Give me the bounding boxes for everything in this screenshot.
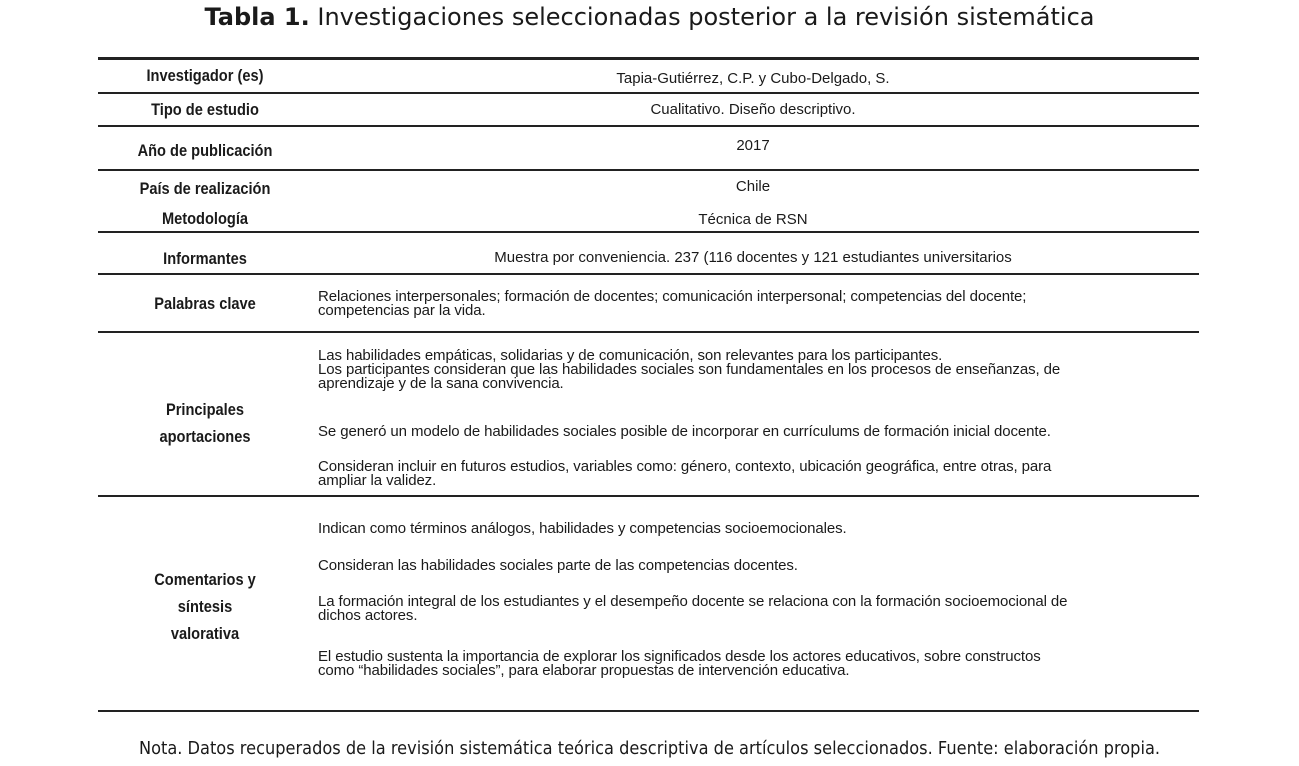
text-line: Consideran las habilidades sociales parte de las competencias docentes. <box>318 557 798 574</box>
label-informantes: Informantes <box>163 249 247 268</box>
table-note: Nota. Datos recuperados de la revisión sistemática teórica descriptiva de artículos seleccionados. Fuente: elaboración propia. <box>138 738 1161 759</box>
text-line: aprendizaje y de la sana convivencia. <box>318 375 564 392</box>
text-line: Los participantes consideran que las habilidades sociales son fundamentales en los procesos de enseñanzas, de <box>318 361 1061 378</box>
row-divider <box>98 92 1199 94</box>
row-divider <box>98 125 1199 127</box>
label-comentarios-3: valorativa <box>170 624 240 643</box>
table-bottom-rule <box>98 710 1199 712</box>
aportaciones-paragraph-1 <box>318 349 1188 391</box>
text-line: Se generó un modelo de habilidades sociales posible de incorporar en currículums de formación inicial docente. <box>318 423 1051 440</box>
aportaciones-paragraph-3 <box>318 460 1188 488</box>
text-line: Consideran incluir en futuros estudios, variables como: género, contexto, ubicación geográfica, entre otras, para <box>318 458 1052 475</box>
text-line: competencias par la vida. <box>318 302 486 319</box>
label-pais: País de realización <box>139 179 271 198</box>
table-top-rule <box>98 57 1199 60</box>
row-divider <box>98 231 1199 233</box>
row-divider <box>98 169 1199 171</box>
value-palabras-clave <box>318 290 1188 318</box>
text-line: El estudio sustenta la importancia de explorar los significados desde los actores educativos, sobre constructos <box>318 648 1041 665</box>
text-line: Indican como términos análogos, habilidades y competencias socioemocionales. <box>318 520 847 537</box>
label-aportaciones-2: aportaciones <box>159 427 251 446</box>
text-line: Las habilidades empáticas, solidarias y de comunicación, son relevantes para los participantes. <box>318 347 943 364</box>
comentarios-paragraph-4 <box>318 650 1188 678</box>
label-investigador: Investigador (es) <box>146 66 264 85</box>
row-divider <box>98 273 1199 275</box>
label-comentarios-1: Comentarios y <box>154 570 256 589</box>
value-informantes: Muestra por conveniencia. 237 (116 docentes y 121 estudiantes universitarios <box>494 249 1012 266</box>
value-tipo-estudio: Cualitativo. Diseño descriptivo. <box>650 101 856 118</box>
text-line: ampliar la validez. <box>318 472 437 489</box>
label-aportaciones-1: Principales <box>165 400 245 419</box>
row-divider <box>98 495 1199 497</box>
text-line: dichos actores. <box>318 607 418 624</box>
table-number: Tabla 1. <box>204 3 310 31</box>
value-anio: 2017 <box>736 137 770 154</box>
label-comentarios-2: síntesis <box>177 597 233 616</box>
row-divider <box>98 331 1199 333</box>
text-line: Relaciones interpersonales; formación de docentes; comunicación interpersonal; competencias del docente; <box>318 288 1027 305</box>
label-palabras-clave: Palabras clave <box>154 294 256 313</box>
text-line: La formación integral de los estudiantes y el desempeño docente se relaciona con la formación socioemocional de <box>318 593 1068 610</box>
label-metodologia: Metodología <box>161 209 249 228</box>
aportaciones-paragraph-2 <box>318 425 1188 439</box>
label-tipo-estudio: Tipo de estudio <box>151 100 259 119</box>
table-title <box>0 0 1299 34</box>
table-caption: Investigaciones seleccionadas posterior a la revisión sistemática <box>317 3 1095 31</box>
value-investigador: Tapia-Gutiérrez, C.P. y Cubo-Delgado, S. <box>616 70 890 87</box>
value-metodologia: Técnica de RSN <box>698 211 808 228</box>
label-anio: Año de publicación <box>137 141 273 160</box>
value-pais: Chile <box>735 178 771 195</box>
comentarios-paragraph-2 <box>318 559 1188 573</box>
text-line: como “habilidades sociales”, para elaborar propuestas de intervención educativa. <box>318 662 850 679</box>
comentarios-paragraph-1 <box>318 522 1188 536</box>
comentarios-paragraph-3 <box>318 595 1188 623</box>
